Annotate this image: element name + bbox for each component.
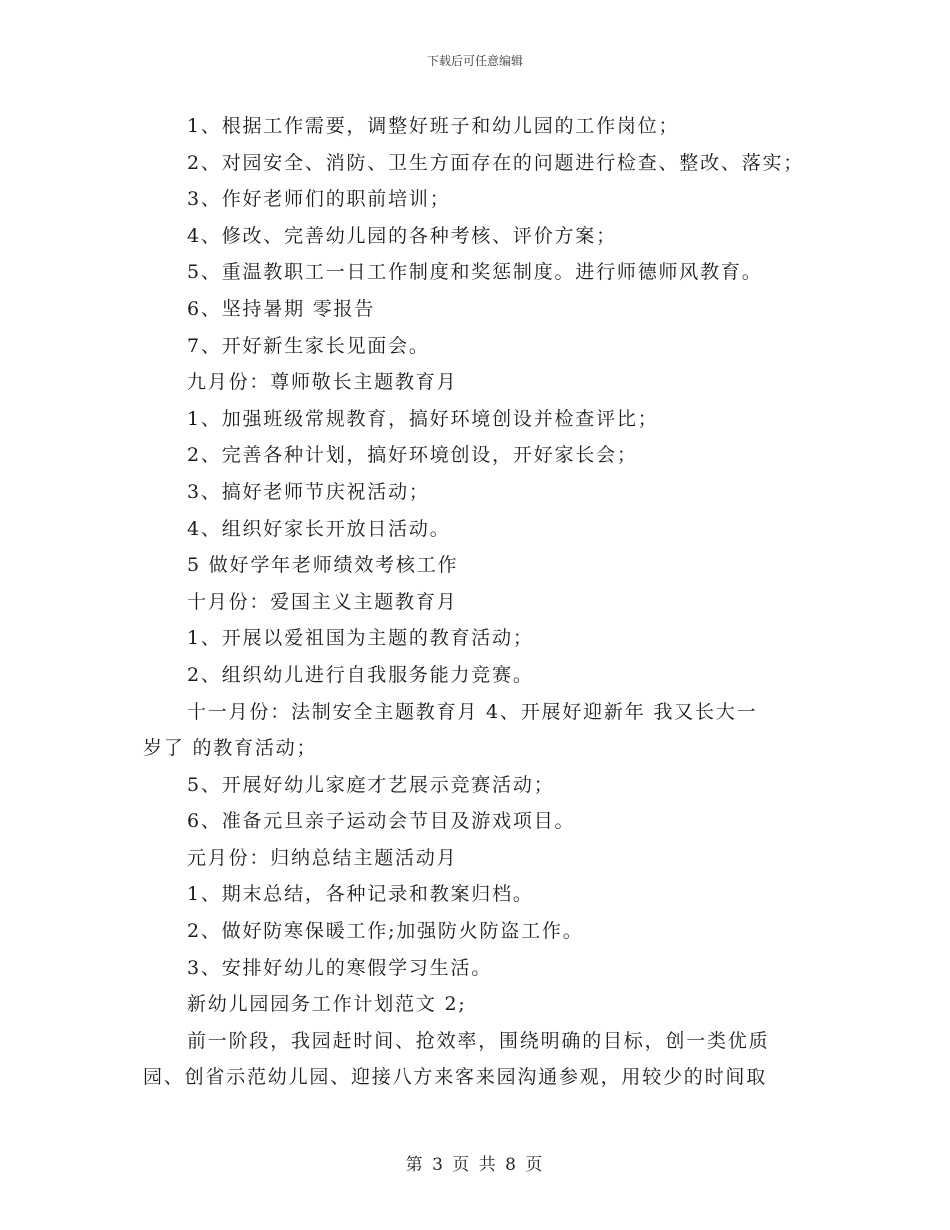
text-line: 4、组织好家长开放日活动。 [187,517,451,540]
text-line: 2、对园安全、消防、卫生方面存在的问题进行检查、整改、落实； [187,151,805,174]
text-line: 1、开展以爱祖国为主题的教育活动； [187,627,534,650]
paragraph-line: 前一阶段，我园赶时间、抢效率，围绕明确的目标，创一类优质 [187,1029,770,1052]
document-body [143,108,815,1096]
text-line: 2、做好防寒保暖工作;加强防火防盗工作。 [187,920,584,943]
text-line: 4、修改、完善幼儿园的各种考核、评价方案； [187,224,617,247]
text-line: 3、安排好幼儿的寒假学习生活。 [187,956,493,979]
text-line: 7、开好新生家长见面会。 [187,334,430,357]
text-line: 5、开展好幼儿家庭才艺展示竞赛活动； [187,773,555,796]
text-line: 2、组织幼儿进行自我服务能力竞赛。 [187,663,534,686]
section-heading: 十一月份：法制安全主题教育月 4、开展好迎新年 我又长大一 [187,700,758,723]
paragraph-line-continuation: 园、创省示范幼儿园、迎接八方来客来园沟通参观，用较少的时间取 [143,1066,768,1089]
section-heading: 九月份：尊师敬长主题教育月 [187,371,458,394]
text-line: 6、坚持暑期 零报告 [187,297,376,320]
text-line: 5、重温教职工一日工作制度和奖惩制度。进行师德师风教育。 [187,261,763,284]
text-line: 1、加强班级常规教育，搞好环境创设并检查评比； [187,407,659,430]
text-line: 2、完善各种计划，搞好环境创设，开好家长会； [187,444,638,467]
text-line: 3、作好老师们的职前培训； [187,188,451,211]
section-heading: 新幼儿园园务工作计划范文 2; [187,993,467,1016]
text-line: 3、搞好老师节庆祝活动； [187,480,430,503]
section-heading: 元月份：归纳总结主题活动月 [187,846,458,869]
section-heading: 十月份：爱国主义主题教育月 [187,590,458,613]
text-line-continuation: 岁了 的教育活动； [143,737,318,760]
text-line: 5 做好学年老师绩效考核工作 [187,554,459,577]
text-line: 6、准备元旦亲子运动会节目及游戏项目。 [187,810,576,833]
text-line: 1、期末总结，各种记录和教案归档。 [187,883,534,906]
page-number: 第 3 页 共 8 页 [405,1155,545,1175]
text-line: 1、根据工作需要，调整好班子和幼儿园的工作岗位； [187,115,680,137]
page-header-note: 下载后可任意编辑 [426,54,523,68]
